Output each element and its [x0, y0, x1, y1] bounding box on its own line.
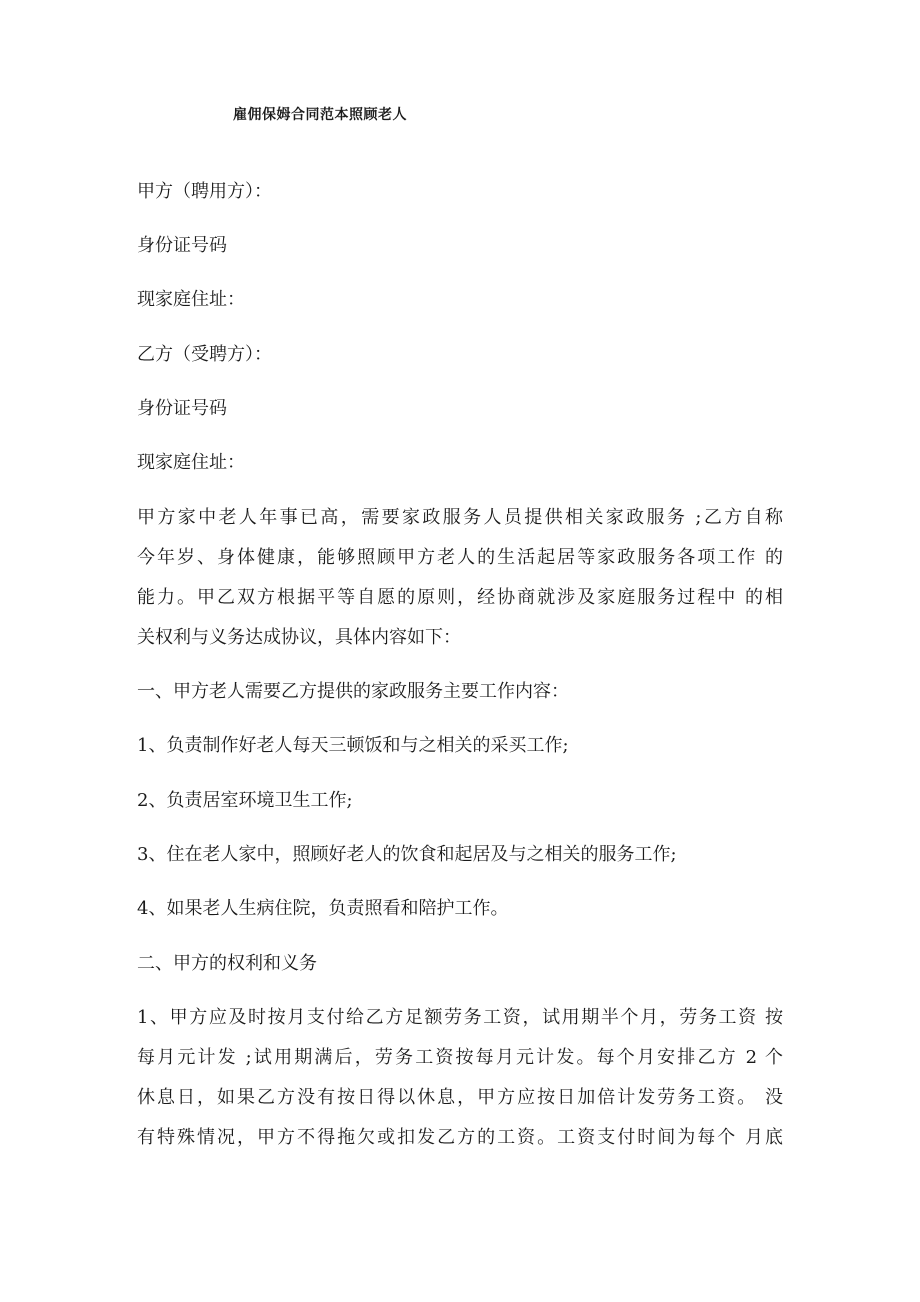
section2-item1-line: 每月元计发 ;试用期满后，劳务工资按每月元计发。每个月安排乙方 2 个 [137, 1047, 783, 1068]
party-b-id-label: 身份证号码 [137, 398, 227, 419]
section2-item1-line: 1、甲方应及时按月支付给乙方足额劳务工资，试用期半个月，劳务工资 按 [137, 1007, 783, 1028]
party-a-address-label: 现家庭住址： [137, 289, 245, 310]
party-a-label: 甲方（聘用方）： [137, 181, 272, 202]
section2-item1-line: 休息日，如果乙方没有按日得以休息，甲方应按日加倍计发劳务工资。 没 [137, 1087, 783, 1108]
section1-heading: 一、甲方老人需要乙方提供的家政服务主要工作内容： [137, 681, 569, 702]
section1-item: 1、负责制作好老人每天三顿饭和与之相关的采买工作; [137, 735, 569, 756]
intro-line: 关权利与义务达成协议，具体内容如下： [137, 627, 461, 648]
party-b-address-label: 现家庭住址： [137, 452, 245, 473]
section2-heading: 二、甲方的权利和义务 [137, 953, 317, 974]
party-a-id-label: 身份证号码 [137, 235, 227, 256]
section1-item: 3、住在老人家中，照顾好老人的饮食和起居及与之相关的服务工作; [137, 844, 677, 865]
section1-item: 4、如果老人生病住院，负责照看和陪护工作。 [137, 898, 509, 919]
intro-line: 能力。甲乙双方根据平等自愿的原则，经协商就涉及家庭服务过程中 的相 [137, 587, 783, 608]
section1-item: 2、负责居室环境卫生工作; [137, 790, 353, 811]
page-title: 雇佣保姆合同范本照顾老人 [233, 107, 407, 123]
section2-item1-line: 有特殊情况，甲方不得拖欠或扣发乙方的工资。工资支付时间为每个 月底 [137, 1127, 783, 1148]
intro-line: 甲方家中老人年事已高，需要家政服务人员提供相关家政服务 ;乙方自称 [137, 507, 783, 528]
party-b-label: 乙方（受聘方）： [137, 344, 272, 365]
intro-line: 今年岁、身体健康，能够照顾甲方老人的生活起居等家政服务各项工作 的 [137, 547, 783, 568]
